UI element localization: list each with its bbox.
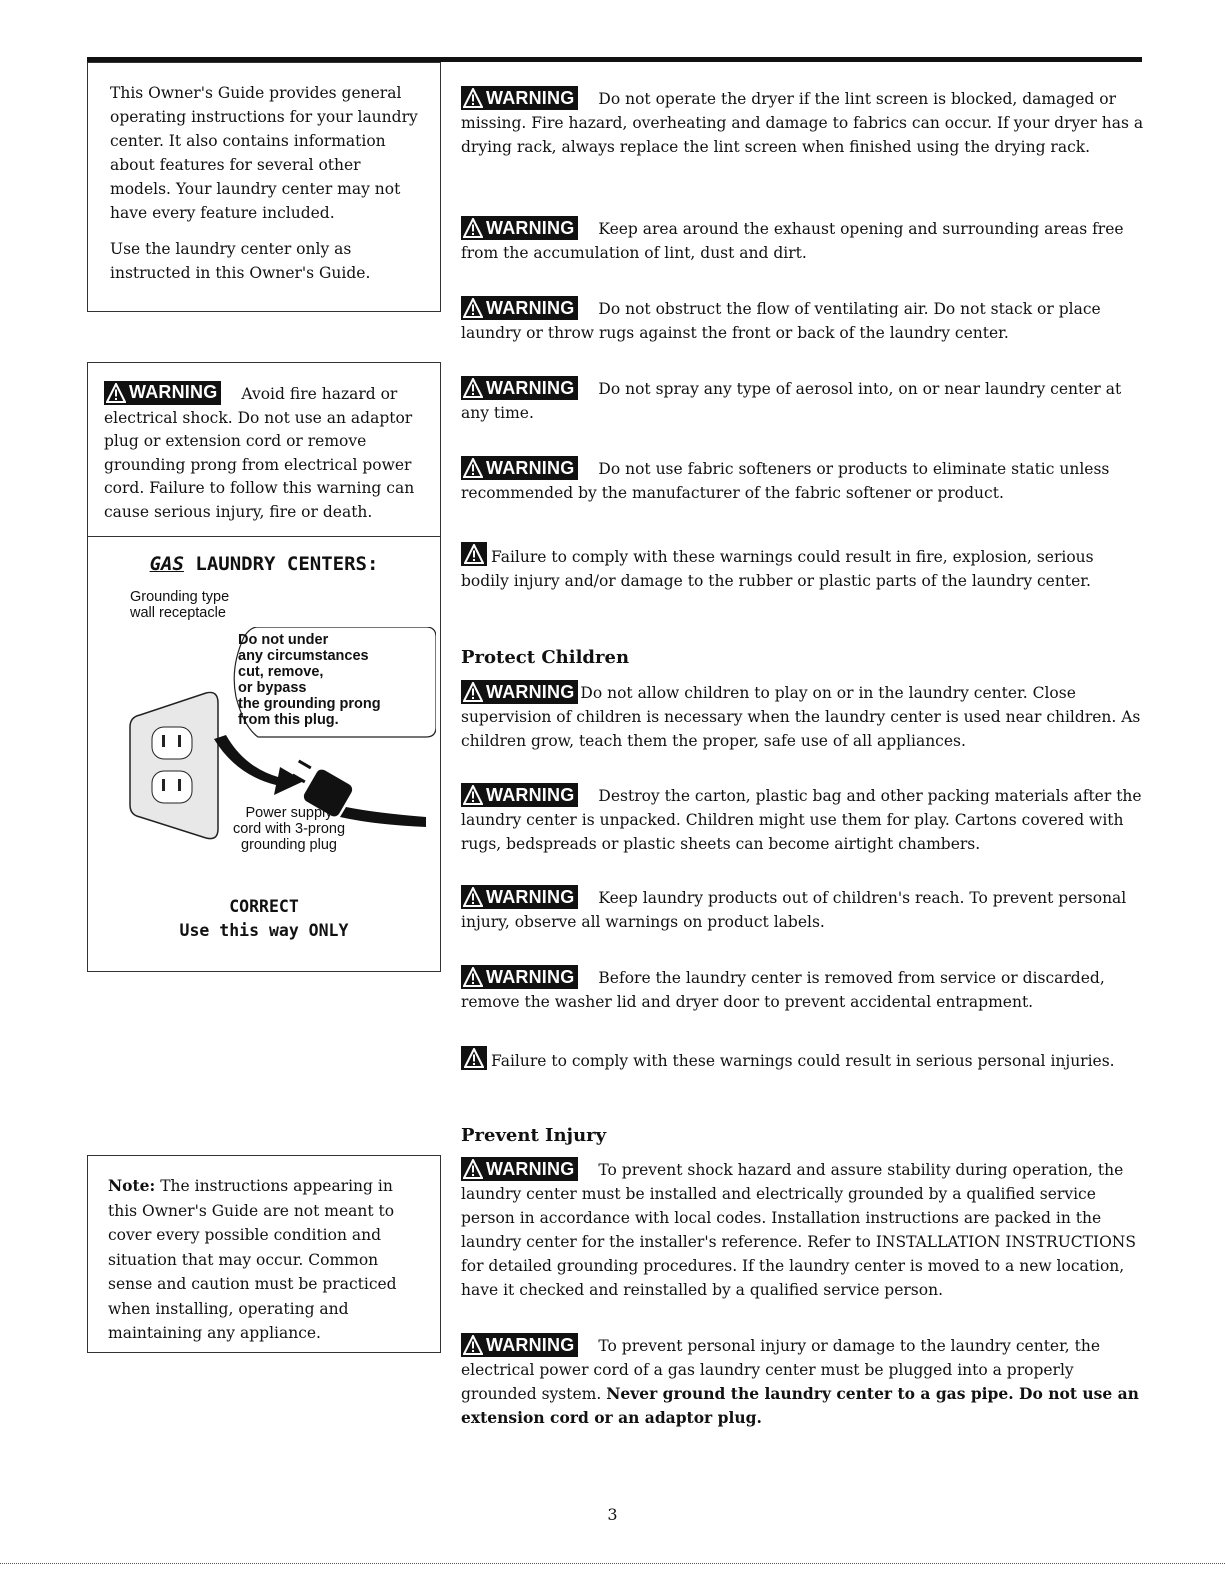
warning-badge: WARNING — [461, 885, 578, 909]
warning-item: WARNING Do not spray any type of aerosol into, on or near laundry center at any time. — [461, 378, 1122, 422]
warning-badge: WARNING — [461, 376, 578, 400]
intro-paragraph: Use the laundry center only as instructed in this Owner's Guide. — [110, 240, 371, 282]
warning-triangle-icon — [463, 785, 483, 805]
warning-item: WARNING To prevent shock hazard and assure stability during operation, the laundry center must be installed and electrically grounded by a qualified service person in accordance with local codes. Installation instructions are packed in the laundry center for the installer's reference. Refer to INSTALLATION INSTRUCTIONS for detailed grounding procedures. If the laundry center is moved to a new location, have it checked and reinstalled by a qualified service person. — [461, 1159, 1136, 1299]
electrical-warning — [88, 363, 440, 537]
page-number: 3 — [607, 1505, 618, 1524]
warning-triangle-icon — [461, 542, 487, 566]
receptacle-label: Grounding type wall receptacle — [130, 589, 230, 621]
gas-label: GAS — [149, 553, 184, 575]
warning-item: WARNING Do not operate the dryer if the lint screen is blocked, damaged or missing. Fire hazard, overheating and damage to fabrics can occur. If your dryer has a drying rack, always replace the lint screen when finished using the drying rack. — [461, 88, 1144, 156]
warning-triangle-icon — [463, 1159, 483, 1179]
warning-item: WARNING Keep area around the exhaust opening and surrounding areas free from the accumulation of lint, dust and dirt. — [461, 218, 1124, 262]
warning-item: WARNING To prevent personal injury or damage to the laundry center, the electrical power cord of a gas laundry center must be plugged into a properly grounded system. Never ground the laundry center to a gas pipe. Do not use an extension cord or an adaptor plug. — [461, 1335, 1139, 1427]
caution-item: Failure to comply with these warnings could result in serious personal injuries. — [461, 1046, 1146, 1073]
warning-triangle-icon — [463, 88, 483, 108]
prevent-injury-heading: Prevent Injury — [461, 1125, 607, 1146]
warning-triangle-icon — [463, 1335, 483, 1355]
warning-item: WARNING Before the laundry center is removed from service or discarded, remove the washer lid and dryer door to prevent accidental entrapment. — [461, 967, 1105, 1011]
warning-triangle-icon — [463, 378, 483, 398]
warning-badge: WARNING — [461, 783, 578, 807]
note-box — [87, 1155, 441, 1353]
warning-triangle-icon — [463, 218, 483, 238]
warning-triangle-icon — [463, 967, 483, 987]
note-text: The instructions appearing in this Owner's Guide are not meant to cover every possible condition and situation that may occur. Common sense and caution must be practiced when installing, operating and maintaining any appliance. — [108, 1177, 397, 1342]
warning-triangle-icon — [461, 1046, 487, 1070]
page-bottom-rule — [0, 1563, 1225, 1564]
warning-badge: WARNING — [461, 296, 578, 320]
caution-item: Failure to comply with these warnings could result in fire, explosion, serious bodily injury and/or damage to the rubber or plastic parts of the laundry center. — [461, 542, 1146, 593]
warning-badge: WARNING — [461, 216, 578, 240]
warning-triangle-icon — [463, 298, 483, 318]
warning-badge: WARNING — [461, 456, 578, 480]
grounding-illustration — [88, 589, 440, 889]
grounding-callout: Do not under any circumstances cut, remove, or bypass the grounding prong from this plug. — [238, 632, 381, 728]
warning-item: WARNING Destroy the carton, plastic bag and other packing materials after the laundry center is unpacked. Children might use them for play. Cartons covered with rugs, bedspreads or plastic sheets can become airtight chambers. — [461, 785, 1142, 853]
warning-text: Avoid fire hazard or electrical shock. Do not use an adaptor plug or extension cord or remove grounding prong from electrical power cord. Failure to follow this warning can cause serious injury, fire or death. — [104, 385, 415, 521]
correct-usage-label: CORRECT Use this way ONLY — [179, 897, 349, 940]
cord-label: Power supply cord with 3-prong grounding plug — [232, 805, 346, 853]
gas-title-rest: LAUNDRY CENTERS: — [195, 553, 379, 575]
warning-triangle-icon — [463, 682, 483, 702]
warning-item: WARNING Do not allow children to play on or in the laundry center. Close supervision of children is necessary when the laundry center is used near children. As children grow, teach them the proper, safe use of all appliances. — [461, 682, 1141, 750]
warning-badge: WARNING — [461, 1333, 578, 1357]
warning-badge — [104, 381, 221, 405]
warning-triangle-icon — [463, 458, 483, 478]
electrical-warning-box — [87, 362, 441, 972]
warning-emphasis: Never ground the laundry center to a gas pipe. Do not use an extension cord or an adaptor plug. — [461, 1384, 1139, 1427]
warning-triangle-icon — [106, 383, 126, 403]
note-label: Note: — [108, 1176, 156, 1195]
warning-badge: WARNING — [461, 86, 578, 110]
warning-label: WARNING — [129, 382, 218, 403]
intro-box — [87, 62, 441, 312]
gas-section-title — [88, 553, 440, 575]
protect-children-heading: Protect Children — [461, 647, 630, 668]
warning-item: WARNING Keep laundry products out of children's reach. To prevent personal injury, observe all warnings on product labels. — [461, 887, 1127, 931]
intro-paragraph: This Owner's Guide provides general operating instructions for your laundry center. It also contains information about features for several other models. Your laundry center may not have every feature included. — [110, 84, 418, 222]
warning-badge: WARNING — [461, 965, 578, 989]
warning-badge: WARNING — [461, 680, 578, 704]
warning-triangle-icon — [463, 887, 483, 907]
warning-badge: WARNING — [461, 1157, 578, 1181]
warning-item: WARNING Do not obstruct the flow of ventilating air. Do not stack or place laundry or throw rugs against the front or back of the laundry center. — [461, 298, 1101, 342]
warning-item: WARNING Do not use fabric softeners or products to eliminate static unless recommended by the manufacturer of the fabric softener or product. — [461, 458, 1110, 502]
